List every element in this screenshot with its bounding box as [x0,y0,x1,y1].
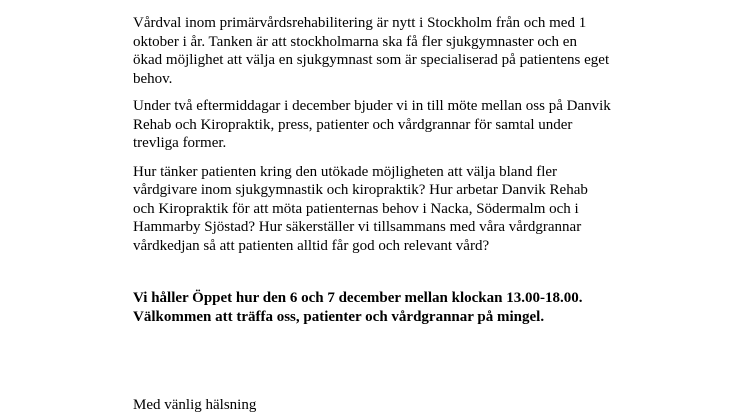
text-line: Vårdval inom primärvårdsrehabilitering är nytt i Stockholm från och med 1 [133,15,587,31]
document-body [133,14,613,415]
text-line: vårdgivare inom sjukgymnastik och kiropraktik? Hur arbetar Danvik Rehab [133,182,588,198]
paragraph-vardval [133,14,613,88]
paragraph-questions [133,163,613,256]
closing-greeting: Med vänlig hälsning [133,397,257,413]
text-line: Välkommen att träffa oss, patienter och vårdgrannar på mingel. [133,308,545,325]
text-line: ökad möjlighet att välja en sjukgymnast som är specialiserad på patientens eget [133,52,610,68]
text-line: Hur tänker patienten kring den utökade möjligheten att välja bland fler [133,163,558,180]
text-line: trevliga former. [133,135,227,151]
announcement-bold [133,289,613,326]
text-line: och Kiropraktik för att möta patienternas behov i Nacka, Södermalm och i [133,200,579,217]
text-line: Rehab och Kiropraktik, press, patienter och vårdgrannar för samtal under [133,116,573,133]
text-line: behov. [133,70,173,87]
text-line: oktober i år. Tanken är att stockholmarna ska få fler sjukgymnaster och en [133,33,577,50]
text-line: Hammarby Sjöstad? Hur säkerställer vi tillsammans med våra vårdgrannar [133,219,582,235]
text-line: Vi håller Öppet hur den 6 och 7 december mellan klockan 13.00-18.00. [133,290,583,306]
text-line: vårdkedjan så att patienten alltid får god och relevant vård? [133,237,490,254]
paragraph-invitation [133,97,613,153]
text-line: Under två eftermiddagar i december bjuder vi in till möte mellan oss på Danvik [133,98,611,114]
